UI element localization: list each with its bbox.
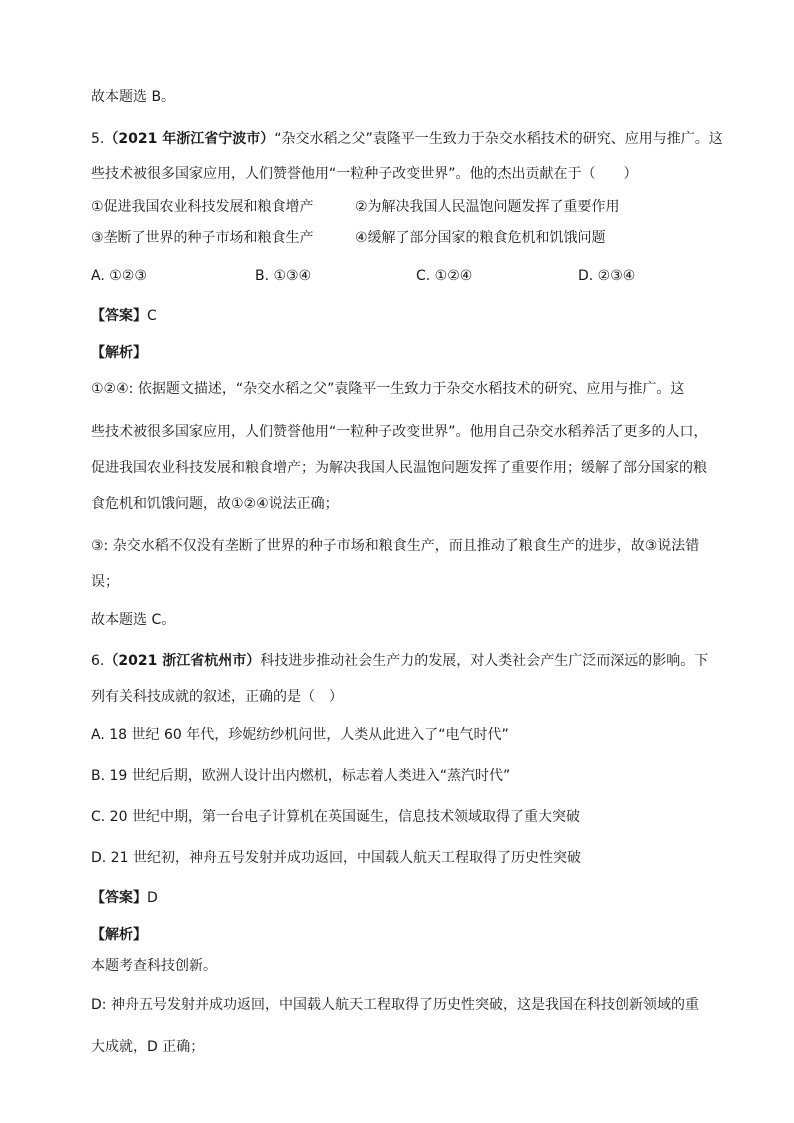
q6-option-c: C. 20 世纪中期，第一台电子计算机在英国诞生，信息技术领域取得了重大突破 bbox=[91, 809, 580, 825]
q5-analysis-label: 【解析】 bbox=[91, 345, 147, 361]
q5-answer-value: C bbox=[147, 308, 157, 324]
previous-conclusion: 故本题选 B。 bbox=[91, 89, 176, 105]
q5-answer-label: 【答案】 bbox=[91, 308, 147, 324]
q6-analysis-line: 大成就，D 正确； bbox=[91, 1039, 205, 1055]
q5-item-2: ②为解决我国人民温饱问题发挥了重要作用 bbox=[355, 199, 620, 215]
q5-option-d: D. ②③④ bbox=[578, 268, 636, 284]
q5-answer bbox=[91, 307, 157, 325]
q6-option-d: D. 21 世纪初，神舟五号发射并成功返回，中国载人航天工程取得了历史性突破 bbox=[91, 850, 581, 866]
q5-item-1: ①促进我国农业科技发展和粮食增产 bbox=[91, 199, 314, 215]
q5-analysis-line: 食危机和饥饿问题，故①②④说法正确； bbox=[91, 496, 339, 512]
q5-stem-line-1 bbox=[91, 130, 723, 148]
q5-analysis-line: 些技术被很多国家应用，人们赞誉他用“一粒种子改变世界”。他用自己杂交水稻养活了更多的人口， bbox=[91, 424, 708, 440]
q5-option-a: A. ①②③ bbox=[91, 268, 147, 284]
q5-option-b: B. ①③④ bbox=[255, 268, 312, 284]
q6-analysis-line: D: 神舟五号发射并成功返回，中国载人航天工程取得了历史性突破，这是我国在科技创新领域的重 bbox=[91, 997, 699, 1013]
q5-analysis-line: 误； bbox=[91, 574, 119, 590]
q6-answer-label: 【答案】 bbox=[91, 890, 147, 906]
q6-analysis-label: 【解析】 bbox=[91, 927, 147, 943]
q6-stem-1: 科技进步推动社会生产力的发展，对人类社会产生广泛而深远的影响。下 bbox=[260, 653, 709, 669]
q6-stem-line-1 bbox=[91, 652, 708, 670]
q6-option-a: A. 18 世纪 60 年代，珍妮纺纱机问世，人类从此进入了“电气时代” bbox=[91, 727, 509, 743]
q5-number: 5. bbox=[91, 131, 105, 147]
q5-stem-line-2: 些技术被很多国家应用，人们赞誉他用“一粒种子改变世界”。他的杰出贡献在于（ ） bbox=[91, 166, 638, 182]
q5-analysis-line: ③: 杂交水稻不仅没有垄断了世界的种子市场和粮食生产，而且推动了粮食生产的进步，故③说法错 bbox=[91, 538, 700, 554]
q5-item-3: ③垄断了世界的种子市场和粮食生产 bbox=[91, 230, 314, 246]
q5-analysis-line: ①②④: 依据题文描述，“杂交水稻之父”袁隆平一生致力于杂交水稻技术的研究、应用与推广。这 bbox=[91, 381, 685, 397]
q5-analysis-line: 促进我国农业科技发展和粮食增产；为解决我国人民温饱问题发挥了重要作用；缓解了部分国家的粮 bbox=[91, 460, 707, 476]
q6-option-b: B. 19 世纪后期，欧洲人设计出内燃机，标志着人类进入“蒸汽时代” bbox=[91, 768, 511, 784]
q5-option-c: C. ①②④ bbox=[416, 268, 473, 284]
q6-number: 6. bbox=[91, 653, 105, 669]
q5-stem-1: “杂交水稻之父”袁隆平一生致力于杂交水稻技术的研究、应用与推广。这 bbox=[274, 131, 723, 147]
q6-answer-value: D bbox=[147, 890, 158, 906]
q5-source: （2021 年浙江省宁波市） bbox=[104, 131, 275, 147]
q5-conclusion: 故本题选 C。 bbox=[91, 612, 176, 628]
q6-source: （2021 浙江省杭州市） bbox=[104, 653, 261, 669]
q6-analysis-line: 本题考查科技创新。 bbox=[91, 958, 217, 974]
q5-item-4: ④缓解了部分国家的粮食危机和饥饿问题 bbox=[355, 230, 606, 246]
q6-stem-line-2: 列有关科技成就的叙述，正确的是（ ） bbox=[91, 689, 343, 705]
q6-answer bbox=[91, 889, 158, 907]
